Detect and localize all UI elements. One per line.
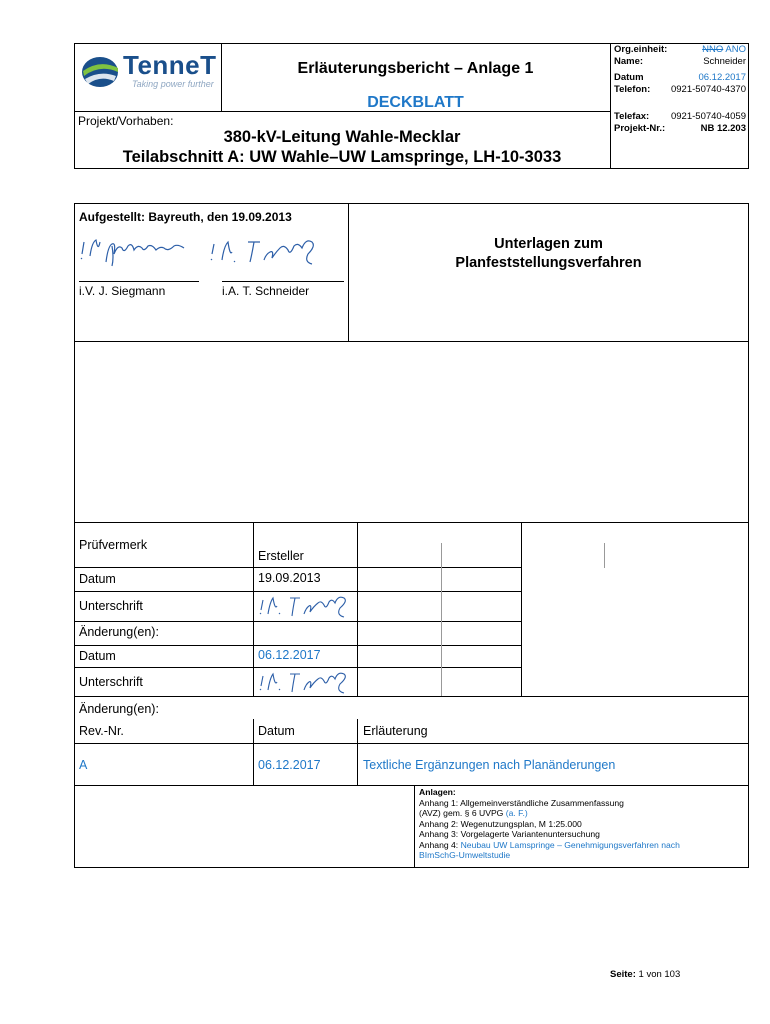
anlagen-line-1: Anhang 1: Allgemeinverständliche Zusammenfassung xyxy=(419,797,624,808)
info-block xyxy=(614,44,746,134)
revision-text: Textliche Ergänzungen nach Planänderungen xyxy=(363,758,616,772)
org-new: ANO xyxy=(725,44,746,55)
seite-label: Seite: xyxy=(610,969,636,980)
revisions-heading: Änderung(en): xyxy=(79,702,159,716)
telefax-value: 0921-50740-4059 xyxy=(670,111,746,122)
project-label: Projekt/Vorhaben: xyxy=(78,114,174,128)
document-subtitle: DECKBLATT xyxy=(367,94,464,111)
signature-schneider xyxy=(208,234,328,270)
signature-siegmann xyxy=(78,232,198,268)
project-line-1: 380-kV-Leitung Wahle-Mecklar xyxy=(223,128,461,146)
telefon-value: 0921-50740-4370 xyxy=(670,83,746,95)
unterlagen-line-1: Unterlagen zum xyxy=(494,236,603,252)
unterlagen-line-2: Planfeststellungsverfahren xyxy=(455,255,642,271)
tennet-logo xyxy=(80,52,220,92)
unterlagen-title xyxy=(348,235,749,273)
col-datum-header: Datum xyxy=(258,724,295,738)
pruefvermerk-label: Prüfvermerk xyxy=(79,538,148,552)
datum-row-value: 19.09.2013 xyxy=(258,571,321,585)
col-erl-header: Erläuterung xyxy=(363,724,428,738)
ersteller-label: Ersteller xyxy=(258,549,304,563)
unterschrift2-row-label: Unterschrift xyxy=(79,675,143,689)
project-line-2: Teilabschnitt A: UW Wahle–UW Lamspringe, LH-10-3033 xyxy=(122,148,562,166)
anlagen-block xyxy=(419,787,747,861)
col-rev-header: Rev.-Nr. xyxy=(79,724,124,738)
revision-rev: A xyxy=(79,758,88,772)
signer-schneider: i.A. T. Schneider xyxy=(222,284,310,298)
projekt-nr-label: Projekt-Nr.: xyxy=(614,122,666,134)
datum-value: 06.12.2017 xyxy=(698,72,746,83)
document-title: Erläuterungsbericht – Anlage 1 xyxy=(297,60,534,77)
anlagen-heading: Anlagen: xyxy=(419,787,456,797)
name-value: Schneider xyxy=(703,55,746,67)
unterschrift-row-label: Unterschrift xyxy=(79,599,143,613)
datum2-row-label: Datum xyxy=(79,649,116,663)
anlagen-line-2: (AVZ) gem. § 6 UVPG (a. F.) xyxy=(419,808,528,818)
org-old: NNO xyxy=(702,44,724,55)
anlagen-line-3: Anhang 2: Wegenutzungsplan, M 1:25.000 xyxy=(419,818,582,829)
telefax-label: Telefax: xyxy=(614,111,650,122)
datum-row-label: Datum xyxy=(79,572,116,586)
anlagen-line-6: BImSchG-Umweltstudie xyxy=(419,850,511,860)
datum-label: Datum xyxy=(614,72,644,83)
logo-tagline: Taking power further xyxy=(132,79,214,89)
name-label: Name: xyxy=(614,55,644,67)
datum2-row-value: 06.12.2017 xyxy=(258,648,321,662)
anlagen-line-4: Anhang 3: Vorgelagerte Variantenuntersuchung xyxy=(419,829,600,839)
aufgestellt-heading: Aufgestellt: Bayreuth, den 19.09.2013 xyxy=(79,210,292,224)
signer-siegmann: i.V. J. Siegmann xyxy=(79,284,166,298)
page-number xyxy=(610,969,680,980)
aenderung-row-label: Änderung(en): xyxy=(79,625,159,639)
projekt-nr-value: NB 12.203 xyxy=(700,122,746,134)
telefon-label: Telefon: xyxy=(614,83,651,95)
signature-aenderung xyxy=(258,668,358,696)
signature-ersteller xyxy=(258,592,358,620)
revision-datum: 06.12.2017 xyxy=(258,758,321,772)
org-label: Org.einheit: xyxy=(614,44,668,55)
seite-value: 1 von 103 xyxy=(638,969,681,980)
logo-wordmark: TenneT xyxy=(123,50,217,80)
anlagen-line-5: Anhang 4: Neubau UW Lamspringe – Genehmigungsverfahren nach xyxy=(419,839,680,850)
